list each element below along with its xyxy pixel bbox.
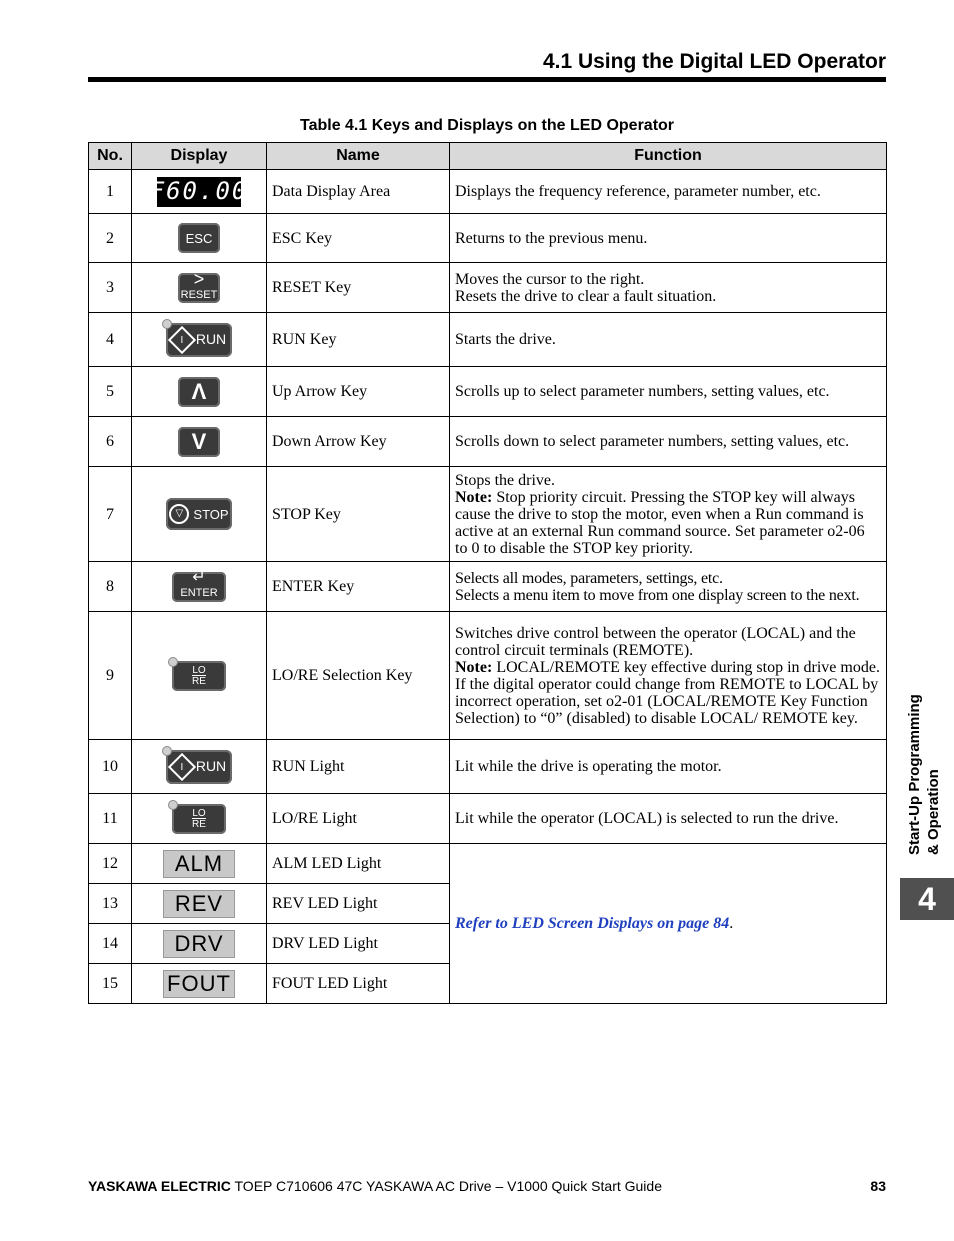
stop-symbol-icon: ▽ [169,504,189,524]
display-cell [132,467,267,562]
key-name: LO/RE Light [267,794,450,844]
row-number: 12 [89,844,132,884]
row-number: 14 [89,924,132,964]
seven-segment-display-icon: F60.00 [149,177,249,205]
table-row [89,417,887,467]
table-row [89,562,887,612]
led-function-cell [450,844,887,1004]
display-cell [132,417,267,467]
display-cell [132,367,267,417]
chapter-side-label [905,655,949,855]
note-label: Note: [455,488,493,506]
row-number: 5 [89,367,132,417]
lo-re-key-icon [172,661,226,691]
display-cell [132,924,267,964]
key-function [450,562,887,612]
table-row [89,844,887,884]
key-name: LO/RE Selection Key [267,612,450,740]
display-cell [132,170,267,214]
footer-document-info [88,1178,662,1194]
function-note [455,659,881,727]
rev-led-icon: REV [163,890,235,918]
stop-label: STOP [193,506,229,522]
key-function [450,263,887,313]
display-cell [132,612,267,740]
key-name: ENTER Key [267,562,450,612]
key-name: Up Arrow Key [267,367,450,417]
run-symbol-icon: I [168,752,196,780]
re-label: RE [192,818,206,830]
led-indicator-icon [162,319,172,329]
esc-key-icon: ESC [178,223,220,253]
keys-table [88,142,887,1004]
section-title: 4.1 Using the Digital LED Operator [542,50,886,73]
display-cell [132,884,267,924]
row-number: 15 [89,964,132,1004]
display-cell [132,214,267,263]
fout-led-icon: FOUT [163,970,235,998]
run-light-icon [166,750,232,784]
led-indicator-icon [168,800,178,810]
drv-led-icon: DRV [163,930,235,958]
function-text: Switches drive control between the operator (LOCAL) and the control circuit terminals (REMOTE). [455,624,856,659]
table-row [89,794,887,844]
function-text: Lit while the operator (LOCAL) is selected to run the drive. [455,810,839,827]
key-function [450,367,887,417]
alm-led-icon: ALM [163,850,235,878]
row-number: 10 [89,740,132,794]
stop-key-icon [166,498,232,530]
table-row [89,367,887,417]
table-row [89,467,887,562]
key-name: ALM LED Light [267,844,450,884]
led-indicator-icon [162,746,172,756]
reset-label: RESET [180,289,218,301]
function-text: Selects a menu item to move from one display screen to the next. [455,586,860,604]
right-arrow-icon: > [193,269,205,289]
row-number: 11 [89,794,132,844]
led-indicator-icon [168,657,178,667]
key-name: RUN Key [267,313,450,367]
table-row [89,170,887,214]
note-text: LOCAL/REMOTE key effective during stop in drive mode. If the digital operator could change from REMOTE to LOCAL by incorrect operation, set o2-01 (LOCAL/REMOTE Key Function Selection) to “0” (disabled) to disable LOCAL/ REMOTE key. [455,658,880,727]
header-rule [88,77,886,82]
side-label-line2: & Operation [925,769,942,855]
side-label-line1: Start-Up Programming [906,694,923,855]
col-function-header: Function [450,143,887,170]
key-function [450,170,887,214]
table-row [89,263,887,313]
key-name: Down Arrow Key [267,417,450,467]
function-text: Lit while the drive is operating the motor. [455,758,722,775]
lo-re-light-icon [172,804,226,834]
table-row [89,214,887,263]
key-function [450,214,887,263]
col-display-header: Display [132,143,267,170]
row-number: 8 [89,562,132,612]
display-cell [132,964,267,1004]
row-number: 4 [89,313,132,367]
run-symbol-icon: I [168,325,196,353]
down-arrow-icon: V [178,427,220,457]
footer-doc: TOEP C710606 47C YASKAWA AC Drive – V1000 Quick Start Guide [230,1178,662,1194]
run-label: RUN [195,331,227,347]
enter-arrow-icon: ↵ [192,569,206,586]
function-text: Resets the drive to clear a fault situation. [455,287,717,305]
function-note [455,489,881,557]
note-label: Note: [455,658,493,676]
row-number: 7 [89,467,132,562]
key-name: STOP Key [267,467,450,562]
link-suffix: . [729,915,734,932]
function-text: Moves the cursor to the right. [455,270,645,288]
up-arrow-icon: Λ [178,377,220,407]
function-text: Scrolls up to select parameter numbers, setting values, etc. [455,383,830,400]
key-name: DRV LED Light [267,924,450,964]
row-number: 1 [89,170,132,214]
key-name: ESC Key [267,214,450,263]
col-name-header: Name [267,143,450,170]
key-function [450,740,887,794]
run-key-icon [166,323,232,357]
key-name: RUN Light [267,740,450,794]
function-text: Returns to the previous menu. [455,229,648,247]
note-text: Stop priority circuit. Pressing the STOP key will always cause the drive to stop the motor, even when a Run command is active at an external Run command source. Set parameter o2-06 to 0 to disable the STOP key priority. [455,488,865,557]
function-text: Selects all modes, parameters, settings, etc. [455,569,723,587]
table-row [89,740,887,794]
led-screen-displays-link[interactable]: Refer to LED Screen Displays on page 84 [455,915,730,932]
run-label: RUN [195,758,227,774]
table-row [89,313,887,367]
function-text: Stops the drive. [455,471,555,489]
function-text: Starts the drive. [455,331,556,348]
function-text: Scrolls down to select parameter numbers, setting values, etc. [455,433,850,450]
display-cell [132,740,267,794]
key-function [450,417,887,467]
enter-key-icon [172,569,226,602]
function-text: Displays the frequency reference, parameter number, etc. [455,183,821,200]
row-number: 3 [89,263,132,313]
key-name: FOUT LED Light [267,964,450,1004]
key-function [450,313,887,367]
key-name: RESET Key [267,263,450,313]
row-number: 2 [89,214,132,263]
table-caption: Table 4.1 Keys and Displays on the LED Operator [299,117,675,134]
table-row [89,612,887,740]
key-name: Data Display Area [267,170,450,214]
re-label: RE [192,675,206,687]
key-function [450,612,887,740]
reset-key-icon [178,269,220,303]
key-function [450,467,887,562]
lo-label: LO [192,664,206,676]
footer-brand: YASKAWA ELECTRIC [88,1178,231,1194]
col-no-header: No. [89,143,132,170]
chapter-number-tab: 4 [900,878,954,920]
display-cell [132,562,267,612]
table-header-row [89,143,887,170]
row-number: 9 [89,612,132,740]
display-cell [132,263,267,313]
key-function [450,794,887,844]
row-number: 6 [89,417,132,467]
display-cell [132,844,267,884]
page-number: 83 [870,1178,886,1194]
row-number: 13 [89,884,132,924]
display-cell [132,794,267,844]
key-name: REV LED Light [267,884,450,924]
display-cell [132,313,267,367]
enter-label: ENTER [180,587,218,599]
lo-label: LO [192,807,206,819]
